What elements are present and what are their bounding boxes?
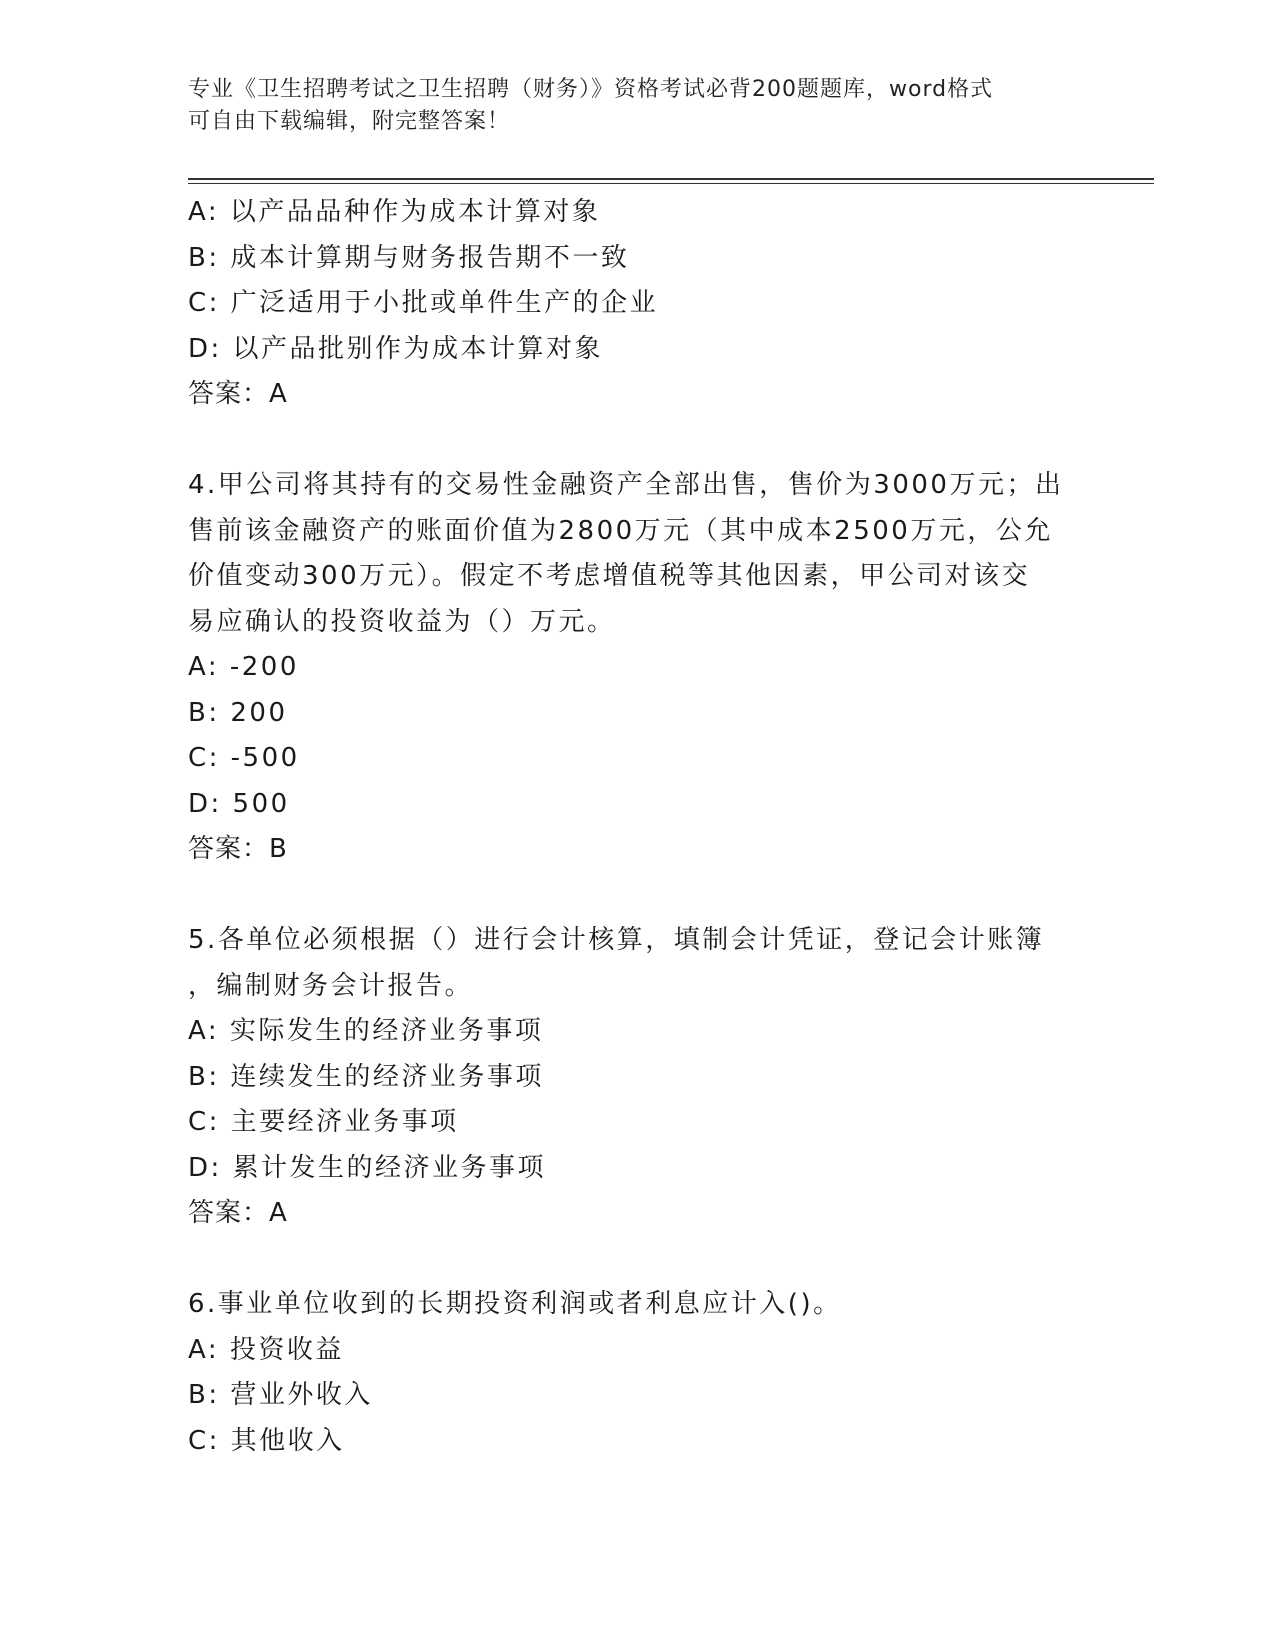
question-6	[188, 1282, 1088, 1464]
option-b: B: 营业外收入	[188, 1380, 373, 1410]
option-b: B: 200	[188, 697, 288, 728]
document-header	[188, 74, 1068, 138]
header-line-2: 可自由下载编辑，附完整答案！	[188, 109, 511, 134]
spacer	[188, 418, 1088, 464]
option-c: C: 主要经济业务事项	[188, 1107, 459, 1137]
header-line-1: 专业《卫生招聘考试之卫生招聘（财务）》资格考试必背200题题库，word格式	[188, 77, 994, 102]
option-a: A: 实际发生的经济业务事项	[188, 1016, 544, 1046]
option-c: C: 广泛适用于小批或单件生产的企业	[188, 288, 659, 318]
option-d: D: 以产品批别作为成本计算对象	[188, 333, 604, 364]
answer: 答案：B	[188, 834, 288, 864]
option-c: C: 其他收入	[188, 1425, 345, 1456]
question-stem-line: 4.甲公司将其持有的交易性金融资产全部出售，售价为3000万元；出	[188, 470, 1064, 500]
question-4	[188, 463, 1088, 873]
option-a: A: -200	[188, 652, 299, 682]
question-3	[188, 190, 1088, 418]
header-divider-thin	[188, 183, 1154, 184]
option-a: A: 投资收益	[188, 1334, 344, 1365]
option-d: D: 累计发生的经济业务事项	[188, 1152, 547, 1183]
answer: 答案：A	[188, 1198, 288, 1228]
spacer	[188, 1237, 1088, 1283]
question-stem-line: 易应确认的投资收益为（）万元。	[188, 606, 616, 637]
option-a: A: 以产品品种作为成本计算对象	[188, 197, 601, 227]
spacer	[188, 873, 1088, 919]
question-stem-line: ，编制财务会计报告。	[188, 970, 474, 1001]
question-stem-line: 5.各单位必须根据（）进行会计核算，填制会计凭证，登记会计账簿	[188, 925, 1045, 955]
question-5	[188, 918, 1088, 1237]
answer: 答案：A	[188, 379, 288, 409]
question-stem-line: 价值变动300万元）。假定不考虑增值税等其他因素，甲公司对该交	[188, 561, 1031, 591]
question-stem-line: 售前该金融资产的账面价值为2800万元（其中成本2500万元，公允	[188, 515, 1053, 546]
option-c: C: -500	[188, 743, 300, 773]
option-b: B: 连续发生的经济业务事项	[188, 1061, 544, 1092]
question-stem-line: 6.事业单位收到的长期投资利润或者利息应计入()。	[188, 1289, 842, 1319]
header-divider-thick	[188, 178, 1154, 180]
question-list	[188, 190, 1088, 1464]
option-b: B: 成本计算期与财务报告期不一致	[188, 242, 630, 273]
option-d: D: 500	[188, 788, 290, 819]
